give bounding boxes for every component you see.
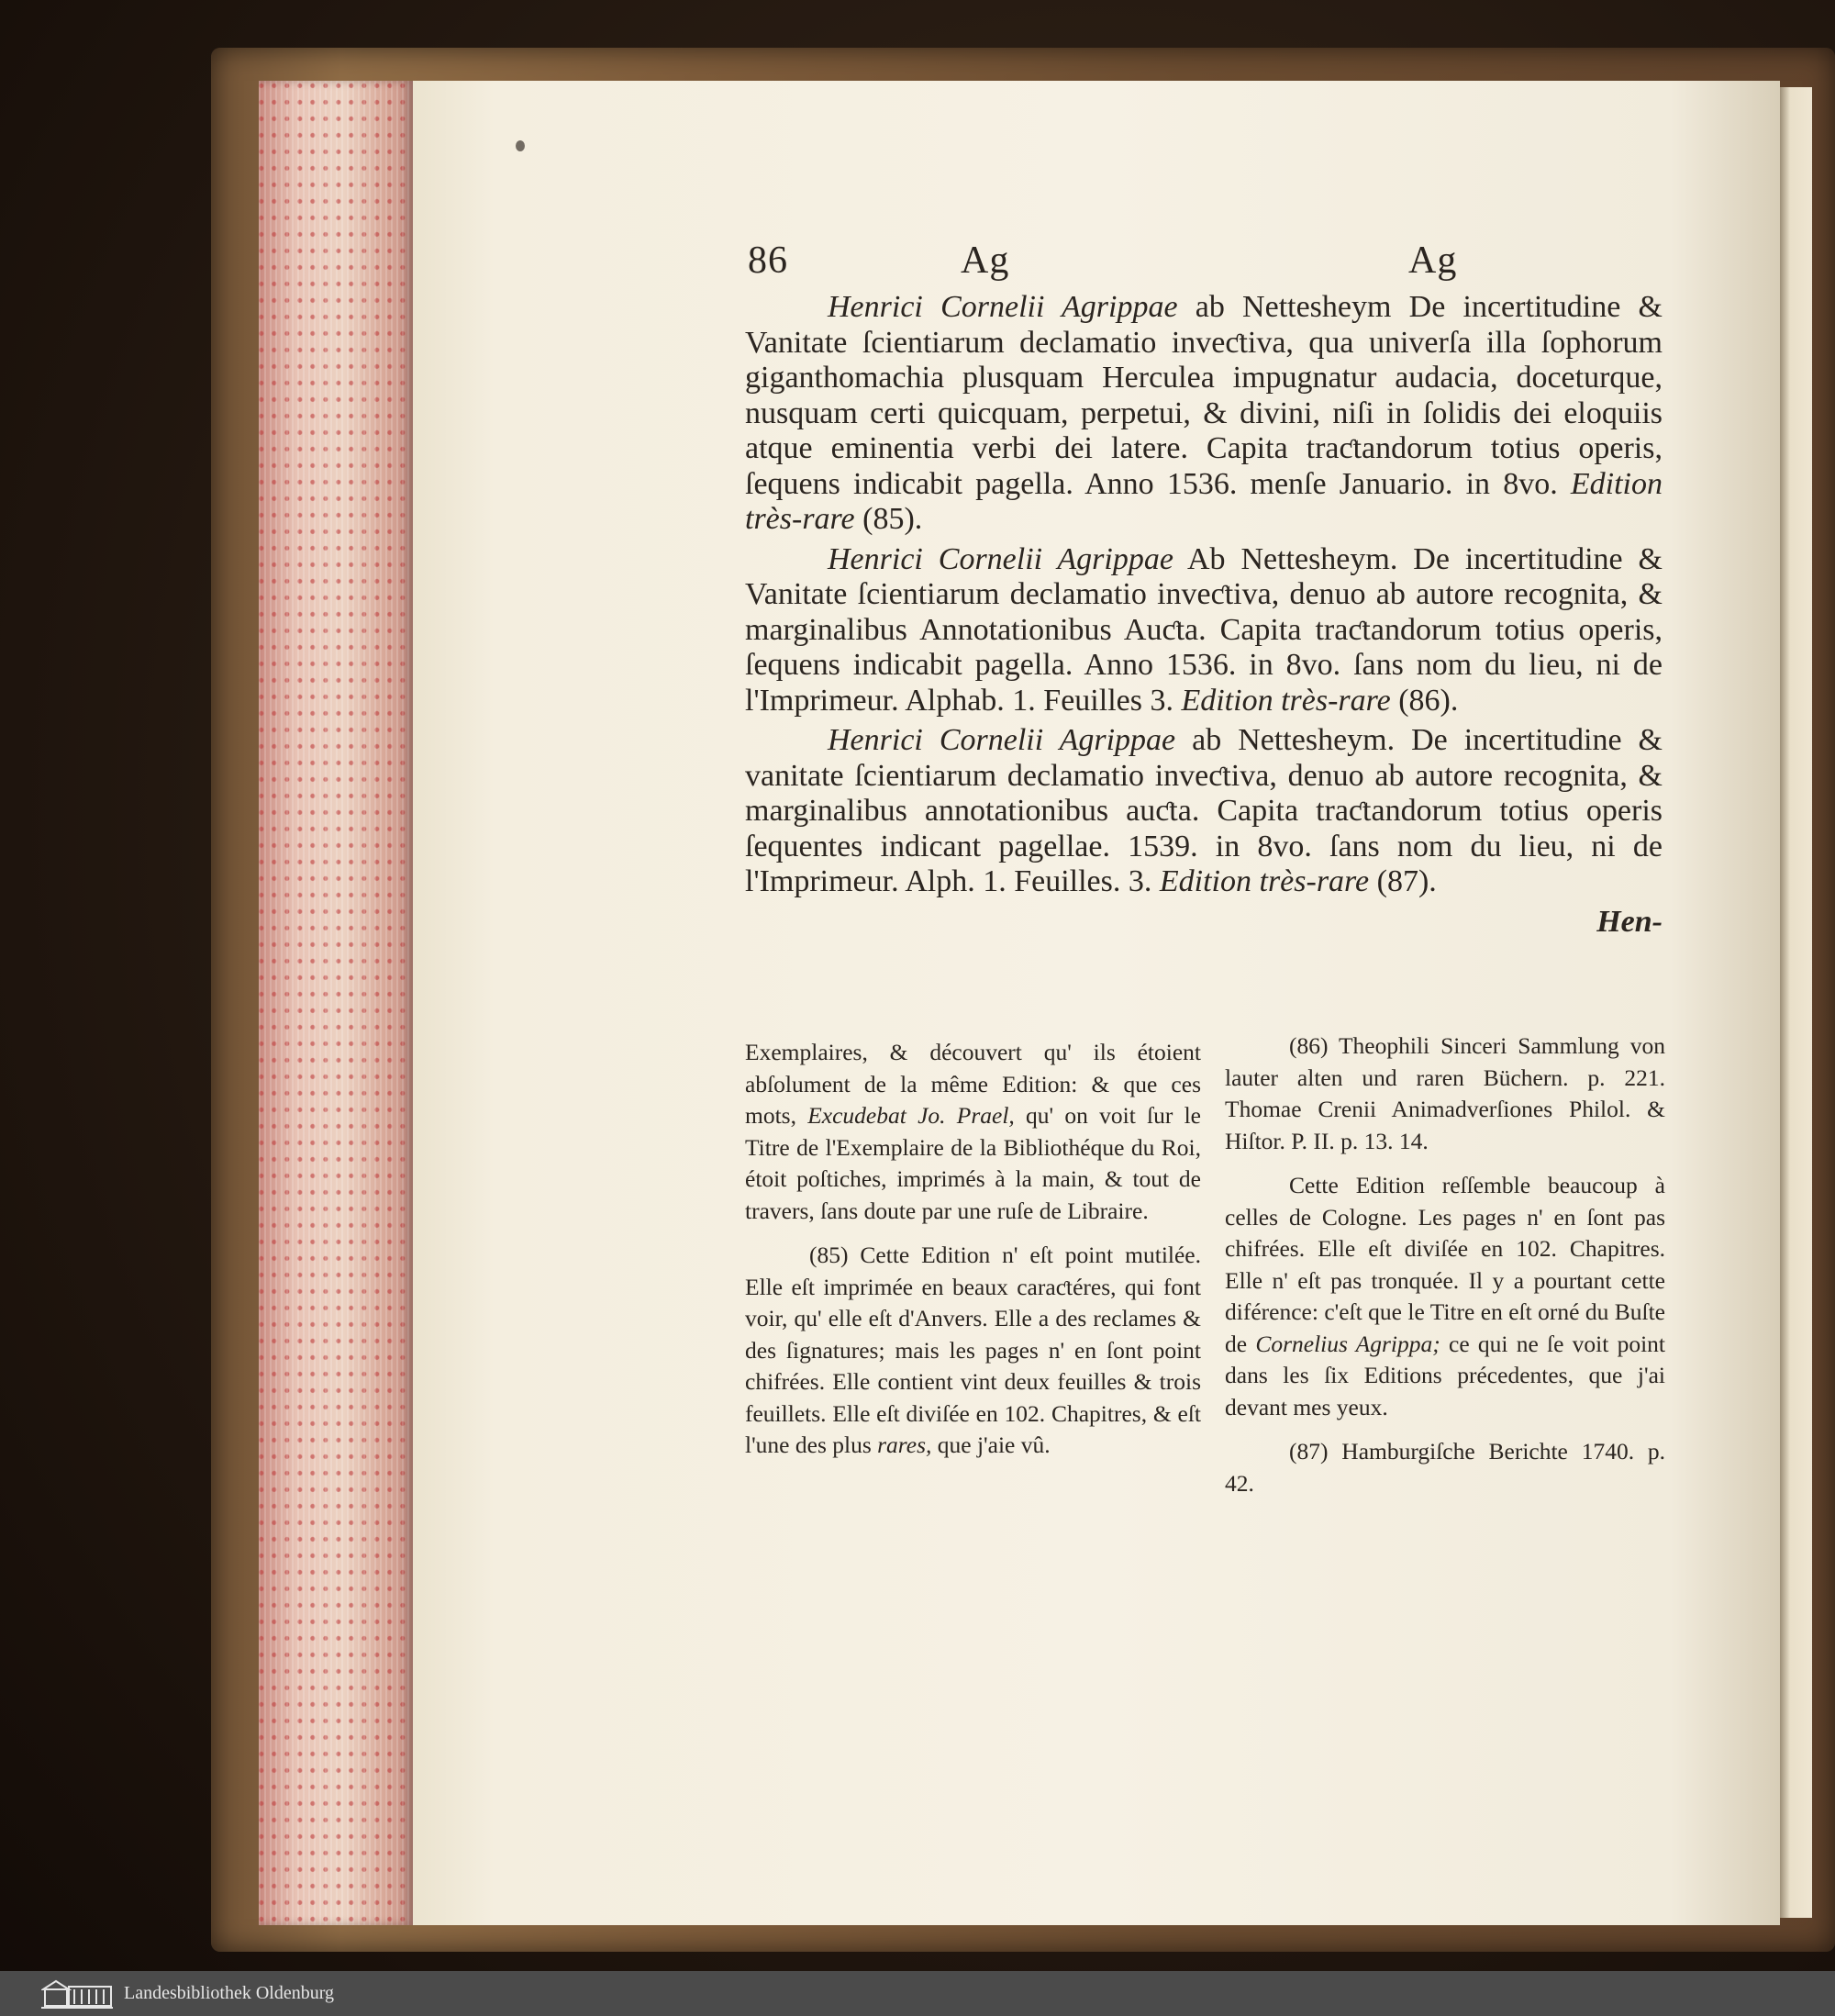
facing-page-edge xyxy=(1775,87,1812,1918)
footnote-italic: Cornelius Agrippa; xyxy=(1255,1330,1440,1357)
footnote-87: (87) Hamburgiſche Berichte 1740. p. 42. xyxy=(1225,1438,1665,1497)
entry-author: Henrici Cornelii Agrippae xyxy=(828,723,1176,757)
book-page xyxy=(413,81,1780,1925)
bibliography-entry xyxy=(745,723,1663,900)
entry-text: ab Nettesheym De incertitudine & Vanitate ſcientiarum declamatio inveƈtiva, qua univerſa illa ſophorum giganthomachia plusquam Herculea impugnatur audacia, doceturque, nusquam certi quicquam, perpetui, & divini, niſi in ſolidis dei eloquiis atque eminentia verbi dei latere. Capita traƈtandorum totius operis, ſequens indicabit pagella. Anno 1536. menſe Januario. in 8vo. xyxy=(745,290,1663,501)
entry-note: Edition très-rare xyxy=(745,466,1663,536)
footnote-text: qu' on voit ſur le Titre de l'Exemplaire de la Bibliothéque du Roi, étoit poſtiches, imprimés à la main, & tout de travers, ſans doute par une ruſe de Libraire. xyxy=(745,1102,1202,1224)
page-number: 86 xyxy=(748,239,788,282)
running-head-right: Ag xyxy=(1408,239,1458,282)
footnote-italic: rares, xyxy=(877,1431,932,1458)
entry-footnote-ref: (85). xyxy=(854,502,923,536)
footnotes-left-column xyxy=(745,1037,1201,1475)
entry-footnote-ref: (86). xyxy=(1390,683,1459,718)
entry-note: Edition très-rare xyxy=(1181,683,1391,718)
footer-bar xyxy=(0,1971,1835,2016)
catchword: Hen- xyxy=(1596,904,1663,939)
footnote-text: Cette Edition reſſemble beaucoup à celles de Cologne. Les pages n' en ſont pas chifrées. Elle eſt diviſée en 102. Chapitres. Elle n' eſt pas tronquée. Il y a pourtant cette diférence: c'eſt que le Titre en eſt orné du Buſte de xyxy=(1225,1172,1665,1357)
entry-note: Edition très-rare xyxy=(1159,864,1370,898)
footnote-text: que j'aie vû. xyxy=(931,1431,1051,1458)
library-name: Landesbibliothek Oldenburg xyxy=(124,1983,335,2003)
library-building-icon xyxy=(41,1978,113,2010)
footnote-continuation xyxy=(745,1037,1201,1227)
page-fore-edge xyxy=(259,81,413,1925)
main-text-block xyxy=(745,290,1663,940)
footnote-85 xyxy=(745,1240,1201,1462)
ink-spot xyxy=(516,140,525,151)
entry-footnote-ref: (87). xyxy=(1369,864,1437,898)
running-head-left: Ag xyxy=(961,239,1010,282)
entry-author: Henrici Cornelii Agrippae xyxy=(828,541,1173,576)
footnote-86 xyxy=(1225,1170,1665,1423)
bibliography-entry xyxy=(745,290,1663,538)
entry-text: Ab Nettesheym. De incertitudine & Vanitate ſcientiarum declamatio inveƈtiva, denuo ab autore recognita, & marginalibus Annotationibus Auƈta. Capita traƈtandorum totius operis, ſequens indicabit pagella. Anno 1536. in 8vo. ſans nom du lieu, ni de l'Imprimeur. Alphab. 1. Feuilles 3. xyxy=(745,541,1663,718)
entry-author: Henrici Cornelii Agrippae xyxy=(828,290,1178,324)
bibliography-entry xyxy=(745,542,1663,719)
footnote-86-reference: (86) Theophili Sinceri Sammlung von lauter alten und raren Büchern. p. 221. Thomae Crenii Animadverſiones Philol. & Hiſtor. P. II. p. 13. 14. xyxy=(1225,1032,1665,1154)
footnote-text: Exemplaires, & découvert qu' ils étoient abſolument de la même Edition: & que ces mots, xyxy=(745,1039,1201,1129)
footnotes-right-column xyxy=(1225,1030,1665,1512)
footnote-text: ce qui ne ſe voit point dans les ſix Editions précedentes, que j'ai devant mes yeux. xyxy=(1225,1330,1665,1420)
footnote-italic: Excudebat Jo. Prael, xyxy=(807,1102,1015,1129)
entry-text: ab Nettesheym. De incertitudine & vanitate ſcientiarum declamatio inveƈtiva, denuo ab autore recognita, & marginalibus annotationibus auƈta. Capita traƈtandorum totius operis ſequentes indicant pagellae. 1539. in 8vo. ſans nom du lieu, ni de l'Imprimeur. Alph. 1. Feuilles. 3. xyxy=(745,723,1663,898)
footnote-text: (85) Cette Edition n' eſt point mutilée. Elle eſt imprimée en beaux caraƈtéres, qui font voir, qu' elle eſt d'Anvers. Elle a des reclames & des ſignatures; mais les pages n' en ſont point chifrées. Elle contient vint deux feuilles & trois feuillets. Elle eſt diviſée en 102. Chapitres, & eſt l'une des plus xyxy=(745,1242,1201,1458)
